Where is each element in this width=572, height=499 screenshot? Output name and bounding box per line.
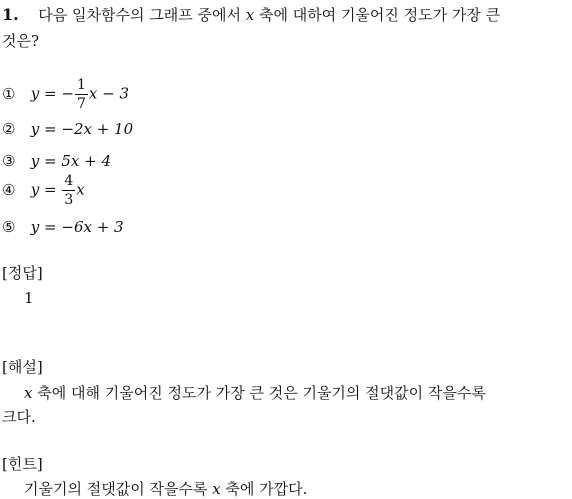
choice-3: ③ y = 5x + 4 <box>2 152 112 170</box>
choice-lhs: y <box>30 120 40 138</box>
choice-2: ② y = −2x + 10 <box>2 120 134 138</box>
hint-variable: x <box>212 480 221 498</box>
choice-lhs: y <box>30 84 40 103</box>
explanation-label: [해설] <box>2 358 43 376</box>
explanation-line-1: x 축에 대해 기울어진 정도가 가장 큰 것은 기울기의 절댓값이 작을수록 <box>24 384 486 402</box>
explanation-line-2: 크다. <box>2 408 36 426</box>
question-text-a: 다음 일차함수의 그래프 중에서 <box>38 6 246 24</box>
choice-1: ① y = − $\frac{1}{7}$ x − 3 <box>2 77 129 112</box>
choice-mark: ① <box>2 84 16 103</box>
question-text-b: 축에 대하여 기울어진 정도가 가장 큰 <box>254 6 501 24</box>
question-line-1 <box>2 4 500 25</box>
choice-mark: ④ <box>2 180 16 199</box>
choice-mark: ⑤ <box>2 218 16 236</box>
choice-lhs: y <box>30 180 40 199</box>
question-variable: x <box>245 6 255 24</box>
question-number: 1. <box>2 5 19 24</box>
choice-lhs: y <box>30 152 40 170</box>
fraction: $\frac{4}{3}$ <box>64 173 74 208</box>
hint-text: 기울기의 절댓값이 작을수록 x 축에 가깝다. <box>24 480 308 498</box>
fraction: $\frac{1}{7}$ <box>76 77 86 112</box>
choice-mark: ② <box>2 120 16 138</box>
choice-5: ⑤ y = −6x + 3 <box>2 218 124 236</box>
answer-value: 1 <box>24 289 34 307</box>
explanation-variable: x <box>24 384 33 402</box>
question-line-2: 것은? <box>2 32 40 50</box>
choice-mark: ③ <box>2 152 16 170</box>
hint-label: [힌트] <box>2 455 43 473</box>
choice-lhs: y <box>30 218 40 236</box>
answer-label: [정답] <box>2 264 43 282</box>
choice-4: ④ y = $\frac{4}{3}$ x <box>2 173 85 208</box>
